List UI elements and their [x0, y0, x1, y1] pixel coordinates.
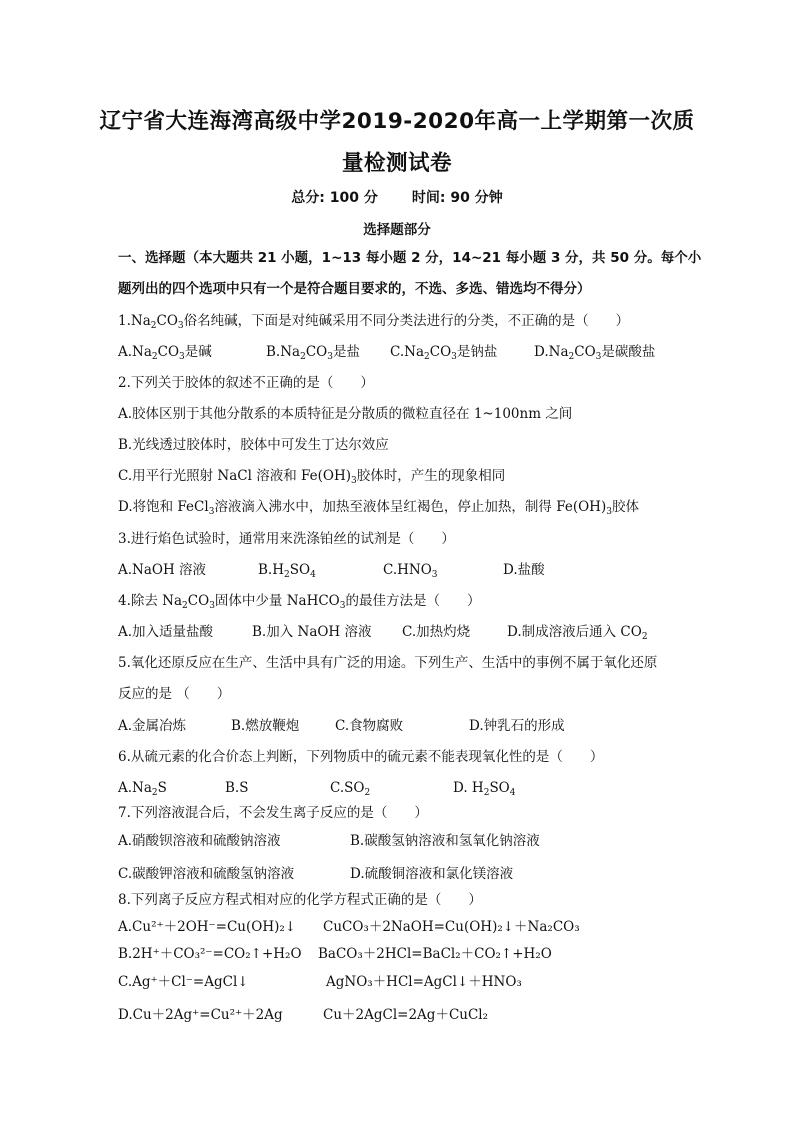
question-5-option-a: A.金属冶炼 [118, 718, 187, 734]
question-6-option-b: B.S [225, 780, 249, 796]
question-5-stem-line1: 5.氧化还原反应在生产、生活中具有广泛的用途。下列生产、生活中的事例不属于氧化还原 [118, 655, 658, 671]
question-7-option-d: D.硫酸铜溶液和氯化镁溶液 [350, 866, 514, 882]
question-1-stem: $1.Na_2CO_3$俗名纯碱，下面是对纯碱采用不同分类法进行的分类，不正确的是（ ） [118, 313, 630, 331]
part-label: 选择题部分 [363, 222, 431, 238]
question-2-stem: 2.下列关于胶体的叙述不正确的是（ ） [118, 375, 374, 391]
question-2-option-b: B.光线透过胶体时，胶体中可发生丁达尔效应 [118, 437, 389, 453]
total-score: 总分: 100 分 [291, 190, 378, 206]
section-instruction-line2: 题列出的四个选项中只有一个是符合题目要求的，不选、多选、错选均不得分） [118, 281, 591, 297]
exam-title-line1: 辽宁省大连海湾高级中学2019-2020年高一上学期第一次质 [99, 109, 695, 134]
question-2-option-d: D.将饱和 FeCl$_3$溶液滴入沸水中，加热至液体呈红褐色，停止加热，制得 $Fe(OH)_3$胶体 [118, 499, 639, 517]
question-1-option-d: $D.Na_2CO_3$是碳酸盐 [534, 344, 656, 362]
question-3-option-a: A.NaOH 溶液 [118, 562, 207, 578]
question-1-option-a: $A.Na_2CO_3$是碱 [118, 344, 212, 362]
exam-title-line2: 量检测试卷 [341, 151, 452, 176]
question-3-option-d: D.盐酸 [503, 562, 545, 578]
question-8-option-c-ionic: C.Ag⁺＋Cl⁻=AgCl↓ [118, 974, 249, 990]
question-8-option-d-ionic: D.Cu＋2Ag⁺=Cu²⁺＋2Ag [118, 1007, 283, 1023]
question-8-option-b-ionic: B.2H⁺＋CO₃²⁻=CO₂↑+H₂O [118, 946, 302, 962]
question-4-option-c: C.加热灼烧 [402, 624, 471, 640]
question-7-option-c: C.碳酸钾溶液和硫酸氢钠溶液 [118, 866, 295, 882]
question-5-option-c: C.食物腐败 [335, 718, 404, 734]
question-4-stem: 4.除去 $Na_2CO_3$固体中少量 NaHCO$_3$的最佳方法是（ ） [118, 593, 481, 611]
question-3-option-c: $C.HNO_3$ [383, 562, 438, 580]
question-4-option-d: D.制成溶液后通入 $CO_2$ [507, 624, 648, 642]
question-1-option-b: $B.Na_2CO_3$是盐 [266, 344, 360, 362]
question-5-stem-line2: 反应的是 （ ） [118, 686, 231, 702]
question-8-option-c-equation: AgNO₃＋HCl=AgCl↓＋HNO₃ [326, 974, 522, 990]
question-8-stem: 8.下列离子反应方程式相对应的化学方程式正确的是（ ） [118, 892, 482, 908]
question-8-option-d-equation: Cu＋2AgCl=2Ag＋CuCl₂ [323, 1007, 489, 1023]
question-6-stem: 6.从硫元素的化合价态上判断，下列物质中的硫元素不能表现氧化性的是（ ） [118, 749, 604, 765]
question-3-stem: 3.进行焰色试验时，通常用来洗涤铂丝的试剂是（ ） [118, 531, 455, 547]
question-7-stem: 7.下列溶液混合后，不会发生离子反应的是（ ） [118, 805, 428, 821]
question-4-option-a: A.加入适量盐酸 [118, 624, 214, 640]
section-instruction-line1: 一、选择题（本大题共 21 小题，1~13 每小题 2 分，14~21 每小题 3 分，共 50 分。每个小 [118, 250, 702, 266]
question-2-option-c: C.用平行光照射 NaCl 溶液和 $Fe(OH)_3$胶体时，产生的现象相同 [118, 468, 506, 486]
question-3-option-b: $B.H_2SO_4$ [258, 562, 316, 580]
exam-meta [0, 187, 794, 207]
question-6-option-c: $C.SO_2$ [330, 780, 371, 798]
question-2-option-a: A.胶体区别于其他分散系的本质特征是分散质的微粒直径在 1~100nm 之间 [118, 406, 573, 422]
question-6-option-d: D. $H_2SO_4$ [453, 780, 516, 798]
question-8-option-b-equation: BaCO₃＋2HCl=BaCl₂＋CO₂↑+H₂O [318, 946, 552, 962]
question-7-option-b: B.碳酸氢钠溶液和氢氧化钠溶液 [350, 833, 540, 849]
question-1-option-c: $C.Na_2CO_3$是钠盐 [390, 344, 498, 362]
question-6-option-a: $A.Na_2S$ [118, 780, 167, 798]
question-8-option-a-ionic: A.Cu²⁺＋2OH⁻=Cu(OH)₂↓ [118, 919, 297, 935]
question-4-option-b: B.加入 NaOH 溶液 [252, 624, 372, 640]
question-5-option-b: B.燃放鞭炮 [231, 718, 300, 734]
question-5-option-d: D.钟乳石的形成 [469, 718, 565, 734]
question-8-option-a-equation: CuCO₃＋2NaOH=Cu(OH)₂↓＋Na₂CO₃ [323, 919, 580, 935]
question-7-option-a: A.硝酸钡溶液和硫酸钠溶液 [118, 833, 281, 849]
exam-time: 时间: 90 分钟 [411, 190, 503, 206]
